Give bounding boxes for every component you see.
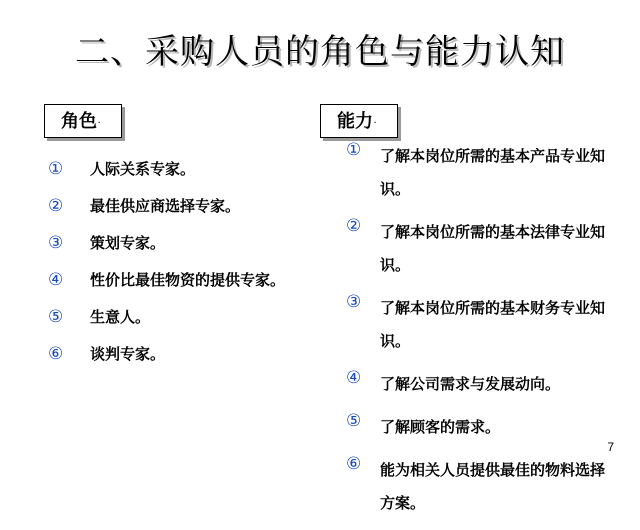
abilities-header-box <box>320 104 398 138</box>
item-number: ⑥ <box>346 454 362 474</box>
list-item <box>48 269 318 306</box>
roles-header-label: 角色 <box>61 111 97 132</box>
item-text: 了解顾客的需求。 <box>380 418 501 436</box>
list-item <box>346 368 606 401</box>
item-number: ⑤ <box>48 307 64 327</box>
roles-header-dot: . <box>98 118 101 125</box>
list-item <box>346 454 606 520</box>
item-number: ② <box>48 196 64 216</box>
roles-list <box>48 158 318 380</box>
item-number: ⑥ <box>48 344 64 364</box>
item-text: 了解本岗位所需的基本法律专业知识。 <box>380 223 606 274</box>
item-number: ③ <box>48 233 64 253</box>
list-item <box>48 195 318 232</box>
list-item <box>346 216 606 282</box>
item-number: ① <box>346 140 362 160</box>
item-text: 能为相关人员提供最佳的物料选择方案。 <box>380 461 606 512</box>
list-item <box>346 411 606 444</box>
abilities-list <box>346 140 606 530</box>
item-number: ④ <box>48 270 64 290</box>
item-text: 策划专家。 <box>90 234 166 252</box>
item-text: 谈判专家。 <box>90 345 166 363</box>
list-item <box>48 306 318 343</box>
item-number: ① <box>48 159 64 179</box>
item-number: ④ <box>346 368 362 388</box>
item-text: 性价比最佳物资的提供专家。 <box>90 271 286 289</box>
item-number: ⑤ <box>346 411 362 431</box>
abilities-header-dot: . <box>374 118 377 125</box>
list-item <box>346 292 606 358</box>
item-text: 了解公司需求与发展动向。 <box>380 375 561 393</box>
item-text: 了解本岗位所需的基本产品专业知识。 <box>380 147 606 198</box>
page-number: 7 <box>607 440 614 454</box>
item-number: ③ <box>346 292 362 312</box>
item-text: 人际关系专家。 <box>90 160 196 178</box>
list-item <box>346 140 606 206</box>
roles-header-box <box>44 104 122 138</box>
list-item <box>48 232 318 269</box>
item-text: 最佳供应商选择专家。 <box>90 197 241 215</box>
slide-title: 二、采购人员的角色与能力认知 <box>75 32 565 72</box>
abilities-header-label: 能力 <box>337 111 373 132</box>
item-text: 了解本岗位所需的基本财务专业知识。 <box>380 299 606 350</box>
item-number: ② <box>346 216 362 236</box>
item-text: 生意人。 <box>90 308 151 326</box>
list-item <box>48 343 318 380</box>
list-item <box>48 158 318 195</box>
